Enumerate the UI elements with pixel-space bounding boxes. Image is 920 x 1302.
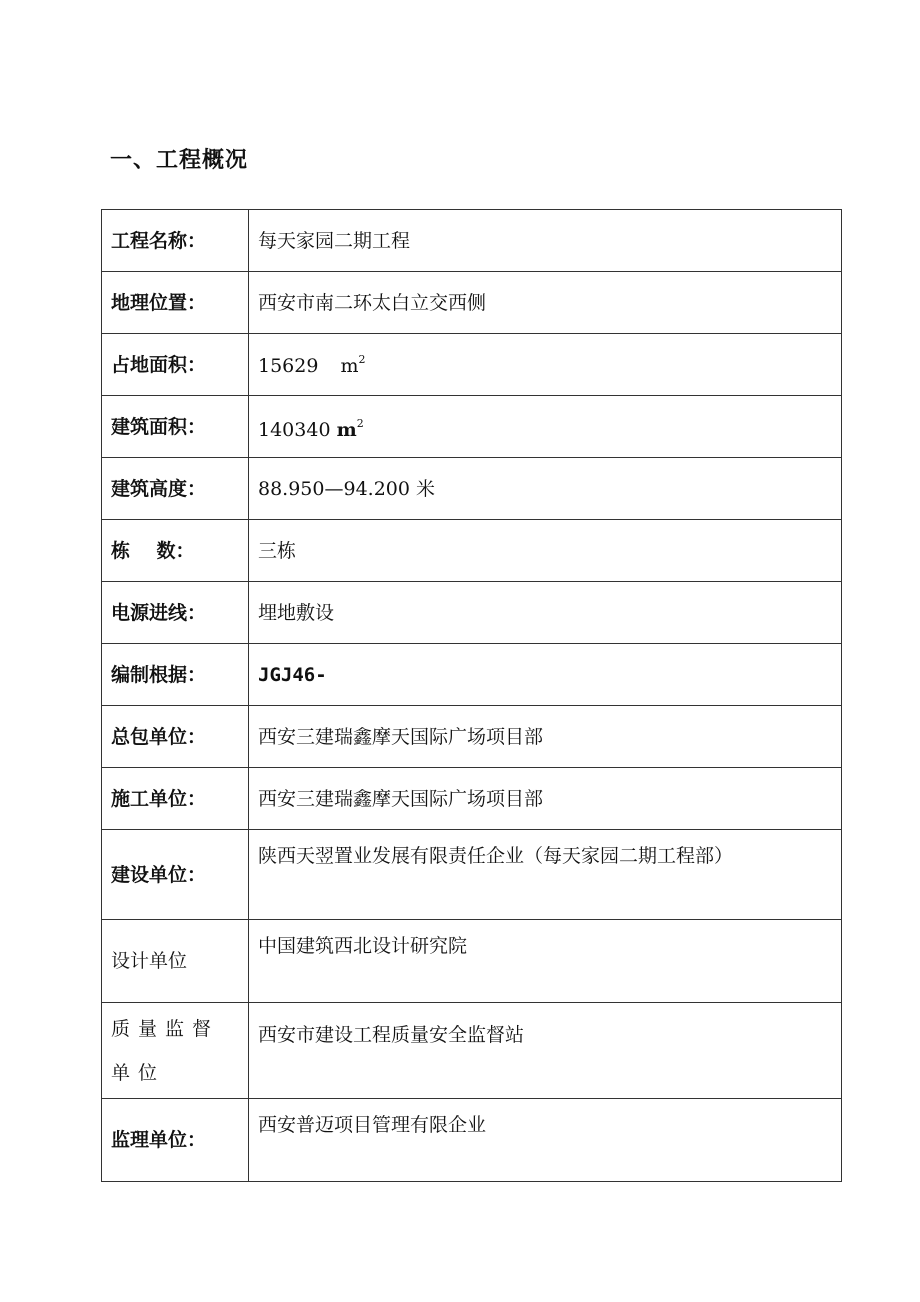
row-value-building-count: 三栋: [249, 520, 842, 582]
table-row: [102, 334, 842, 396]
row-value-power-inlet: 埋地敷设: [249, 582, 842, 644]
row-label-building-count: [102, 520, 249, 582]
row-label-construction-unit: 施工单位：: [102, 768, 249, 830]
table-row: [102, 520, 842, 582]
row-value-general-contractor: 西安三建瑞鑫摩天国际广场项目部: [249, 706, 842, 768]
table-row: [102, 396, 842, 458]
row-value-design-unit: 中国建筑西北设计研究院: [249, 920, 842, 1003]
row-value-owner: 陕西天翌置业发展有限责任企业（每天家园二期工程部）: [249, 830, 842, 920]
row-label-location: 地理位置：: [102, 272, 249, 334]
row-value-supervision-unit: 西安普迈项目管理有限企业: [249, 1099, 842, 1182]
table-row: [102, 1099, 842, 1182]
row-value-basis: JGJ46-: [249, 644, 842, 706]
row-label-project-name: 工程名称：: [102, 210, 249, 272]
row-label-basis: 编制根据：: [102, 644, 249, 706]
row-value-project-name: 每天家园二期工程: [249, 210, 842, 272]
building-area-unit-sup: 2: [356, 416, 364, 430]
row-value-construction-unit: 西安三建瑞鑫摩天国际广场项目部: [249, 768, 842, 830]
row-label-design-unit: 设计单位: [102, 920, 249, 1003]
project-overview-table: [101, 209, 842, 1182]
table-row: [102, 1003, 842, 1099]
row-value-quality-supervision: 西安市建设工程质量安全监督站: [249, 1003, 842, 1099]
row-value-site-area: [249, 334, 842, 396]
building-area-number: 140340: [258, 418, 331, 441]
row-label-general-contractor: 总包单位：: [102, 706, 249, 768]
building-count-label-text: 栋 数：: [111, 539, 195, 562]
row-label-power-inlet: 电源进线：: [102, 582, 249, 644]
table-row: [102, 458, 842, 520]
row-label-quality-supervision: 质量监督单位: [102, 1003, 249, 1099]
row-label-building-height: 建筑高度：: [102, 458, 249, 520]
table-row: [102, 210, 842, 272]
section-title: 一、工程概况: [110, 148, 249, 173]
site-area-unit: m: [340, 355, 359, 377]
row-value-building-height: 88.950—94.200 米: [249, 458, 842, 520]
row-label-owner: 建设单位：: [102, 830, 249, 920]
table-row: [102, 920, 842, 1003]
table-row: [102, 768, 842, 830]
row-label-supervision-unit: 监理单位：: [102, 1099, 249, 1182]
site-area-number: 15629: [258, 355, 319, 377]
table-row: [102, 582, 842, 644]
table-row: [102, 272, 842, 334]
row-label-building-area: 建筑面积：: [102, 396, 249, 458]
building-area-unit: m: [336, 418, 357, 441]
table-row: [102, 644, 842, 706]
site-area-unit-sup: 2: [358, 353, 366, 366]
row-label-site-area: 占地面积：: [102, 334, 249, 396]
table-row: [102, 830, 842, 920]
row-value-building-area: [249, 396, 842, 458]
row-value-location: 西安市南二环太白立交西侧: [249, 272, 842, 334]
table-row: [102, 706, 842, 768]
